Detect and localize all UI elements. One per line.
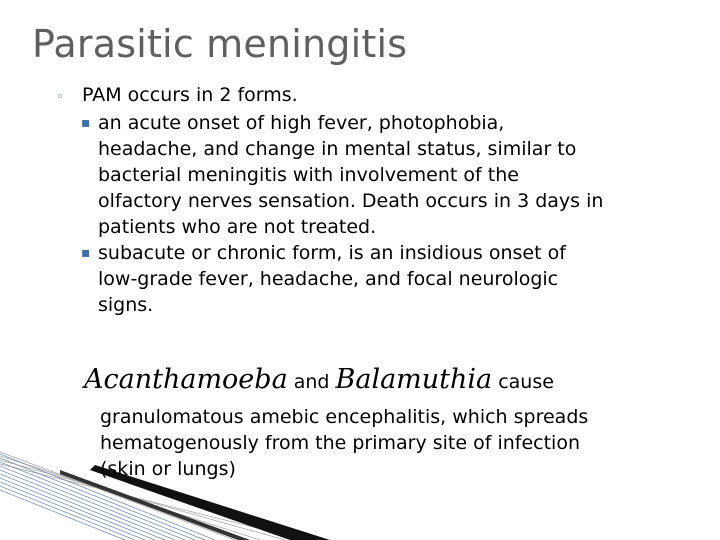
paragraph-line: granulomatous amebic encephalitis, which spreads bbox=[100, 406, 589, 428]
sub-bullet-chronic bbox=[81, 240, 698, 318]
circle-bullet-icon: ◦ bbox=[56, 90, 64, 105]
sub-bullet-line: bacterial meningitis with involvement of the bbox=[98, 164, 519, 186]
sub-bullet-line: an acute onset of high fever, photophobia, bbox=[98, 112, 505, 134]
paragraph-lead bbox=[84, 364, 554, 395]
paragraph-verb: cause bbox=[498, 371, 554, 393]
paragraph-line: hematogenously from the primary site of infection bbox=[100, 432, 581, 454]
page-title: Parasitic meningitis bbox=[32, 22, 408, 66]
organism-name: Balamuthia bbox=[335, 364, 493, 395]
sub-bullet-acute bbox=[81, 110, 698, 240]
paragraph-body bbox=[100, 404, 588, 482]
square-bullet-icon: ▪ bbox=[81, 115, 91, 131]
conjunction: and bbox=[293, 371, 330, 393]
sub-bullet-line: patients who are not treated. bbox=[98, 216, 377, 238]
sub-bullet-line: signs. bbox=[98, 294, 154, 316]
paragraph-line: (skin or lungs) bbox=[100, 458, 236, 480]
organism-name: Acanthamoeba bbox=[84, 364, 288, 395]
sub-bullet-line: olfactory nerves sensation. Death occurs in 3 days in bbox=[98, 190, 604, 212]
sub-bullet-line: low-grade fever, headache, and focal neurologic bbox=[98, 268, 559, 290]
square-bullet-icon: ▪ bbox=[81, 245, 91, 261]
sub-bullet-line: subacute or chronic form, is an insidious onset of bbox=[98, 242, 566, 264]
sub-bullet-list bbox=[81, 110, 698, 318]
main-bullet-text: PAM occurs in 2 forms. bbox=[82, 84, 298, 106]
sub-bullet-line: headache, and change in mental status, similar to bbox=[98, 138, 577, 160]
